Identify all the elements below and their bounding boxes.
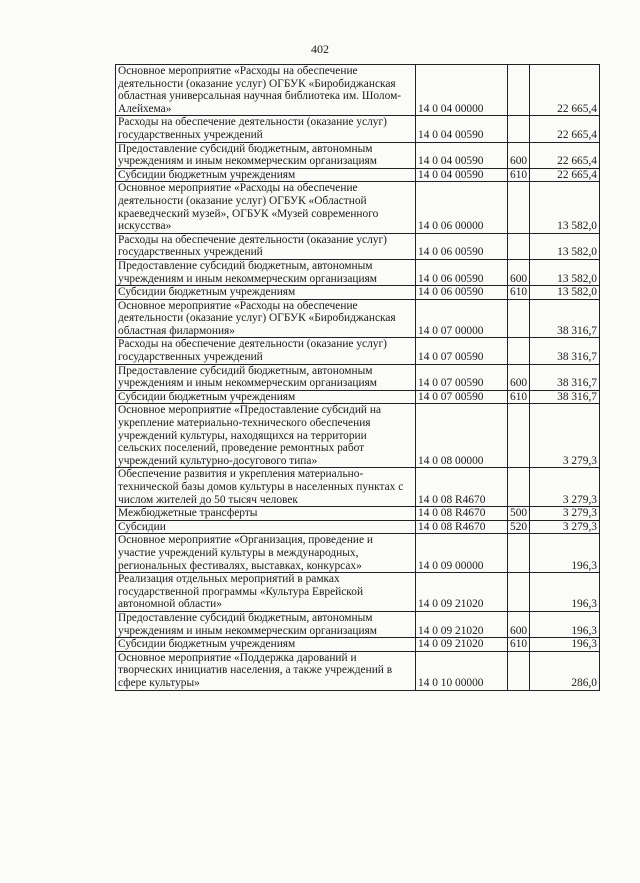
row-expense-type xyxy=(508,468,530,507)
row-code: 14 0 09 21020 xyxy=(416,611,508,637)
row-expense-type: 600 xyxy=(508,364,530,390)
row-sum: 196,3 xyxy=(530,573,600,612)
row-code: 14 0 04 00000 xyxy=(416,65,508,116)
row-expense-type xyxy=(508,651,530,690)
row-name: Основное мероприятие «Предоставление субсидий на укрепление материально-технического обеспечения учреждений культуры, находящихся на территории сельских поселений, проведение ремонтных работ учреждений культурно-досугового типа» xyxy=(116,404,416,468)
row-name: Расходы на обеспечение деятельности (оказание услуг) государственных учреждений xyxy=(116,116,416,142)
row-code: 14 0 08 R4670 xyxy=(416,520,508,534)
row-expense-type: 610 xyxy=(508,168,530,182)
row-expense-type xyxy=(508,573,530,612)
row-name: Расходы на обеспечение деятельности (оказание услуг) государственных учреждений xyxy=(116,233,416,259)
row-sum: 38 316,7 xyxy=(530,299,600,338)
row-expense-type xyxy=(508,116,530,142)
table-row xyxy=(116,364,600,390)
table-row xyxy=(116,638,600,652)
row-code: 14 0 08 R4670 xyxy=(416,507,508,521)
row-code: 14 0 04 00590 xyxy=(416,142,508,168)
row-sum: 196,3 xyxy=(530,611,600,637)
table-row xyxy=(116,573,600,612)
table-row xyxy=(116,182,600,233)
table-row xyxy=(116,507,600,521)
row-sum: 38 316,7 xyxy=(530,364,600,390)
row-name: Предоставление субсидий бюджетным, автономным учреждениям и иным некоммерческим организациям xyxy=(116,611,416,637)
row-name: Основное мероприятие «Расходы на обеспечение деятельности (оказание услуг) ОГБУК «Биробиджанская областная филармония» xyxy=(116,299,416,338)
table-row xyxy=(116,259,600,285)
row-expense-type xyxy=(508,233,530,259)
row-name: Субсидии бюджетным учреждениям xyxy=(116,286,416,300)
row-name: Субсидии бюджетным учреждениям xyxy=(116,390,416,404)
row-name: Основное мероприятие «Расходы на обеспечение деятельности (оказание услуг) ОГБУК «Областной краеведческий музей», ОГБУК «Музей современного искусства» xyxy=(116,182,416,233)
row-code: 14 0 09 00000 xyxy=(416,534,508,573)
row-name: Обеспечение развития и укрепления материально-технической базы домов культуры в населенных пунктах с числом жителей до 50 тысяч человек xyxy=(116,468,416,507)
row-expense-type xyxy=(508,534,530,573)
row-sum: 196,3 xyxy=(530,534,600,573)
page-number: 402 xyxy=(311,42,329,56)
row-expense-type: 600 xyxy=(508,611,530,637)
row-code: 14 0 04 00590 xyxy=(416,168,508,182)
row-expense-type xyxy=(508,299,530,338)
row-sum: 196,3 xyxy=(530,638,600,652)
row-code: 14 0 07 00590 xyxy=(416,390,508,404)
row-name: Предоставление субсидий бюджетным, автономным учреждениям и иным некоммерческим организациям xyxy=(116,142,416,168)
row-expense-type xyxy=(508,404,530,468)
row-sum: 286,0 xyxy=(530,651,600,690)
row-code: 14 0 06 00590 xyxy=(416,286,508,300)
row-name: Субсидии бюджетным учреждениям xyxy=(116,638,416,652)
table-row xyxy=(116,338,600,364)
row-code: 14 0 09 21020 xyxy=(416,573,508,612)
row-expense-type xyxy=(508,65,530,116)
row-name: Межбюджетные трансферты xyxy=(116,507,416,521)
row-sum: 13 582,0 xyxy=(530,259,600,285)
row-name: Субсидии бюджетным учреждениям xyxy=(116,168,416,182)
table-row xyxy=(116,142,600,168)
table-row xyxy=(116,468,600,507)
table-row xyxy=(116,520,600,534)
row-code: 14 0 08 R4670 xyxy=(416,468,508,507)
row-sum: 38 316,7 xyxy=(530,338,600,364)
row-sum: 13 582,0 xyxy=(530,286,600,300)
row-code: 14 0 10 00000 xyxy=(416,651,508,690)
table-row xyxy=(116,233,600,259)
table-row xyxy=(116,390,600,404)
row-code: 14 0 04 00590 xyxy=(416,116,508,142)
table-row xyxy=(116,611,600,637)
row-sum: 22 665,4 xyxy=(530,142,600,168)
table-row xyxy=(116,168,600,182)
row-name: Основное мероприятие «Организация, проведение и участие учреждений культуры в международных, региональных фестивалях, выставках, конкурсах» xyxy=(116,534,416,573)
row-expense-type: 610 xyxy=(508,286,530,300)
budget-table xyxy=(115,64,600,691)
row-name: Основное мероприятие «Поддержка дарований и творческих инициатив населения, а также учреждений в сфере культуры» xyxy=(116,651,416,690)
row-sum: 38 316,7 xyxy=(530,390,600,404)
table-row xyxy=(116,299,600,338)
row-code: 14 0 07 00000 xyxy=(416,299,508,338)
row-sum: 13 582,0 xyxy=(530,182,600,233)
row-name: Предоставление субсидий бюджетным, автономным учреждениям и иным некоммерческим организациям xyxy=(116,259,416,285)
table-row xyxy=(116,116,600,142)
row-code: 14 0 07 00590 xyxy=(416,364,508,390)
table-row xyxy=(116,534,600,573)
row-code: 14 0 06 00590 xyxy=(416,233,508,259)
row-expense-type xyxy=(508,338,530,364)
row-sum: 3 279,3 xyxy=(530,404,600,468)
row-name: Основное мероприятие «Расходы на обеспечение деятельности (оказание услуг) ОГБУК «Биробиджанская областная универсальная научная библиотека им. Шолом-Алейхема» xyxy=(116,65,416,116)
row-expense-type: 610 xyxy=(508,638,530,652)
row-expense-type xyxy=(508,182,530,233)
row-sum: 22 665,4 xyxy=(530,116,600,142)
row-code: 14 0 07 00590 xyxy=(416,338,508,364)
table-row xyxy=(116,65,600,116)
row-expense-type: 500 xyxy=(508,507,530,521)
row-code: 14 0 09 21020 xyxy=(416,638,508,652)
row-name: Реализация отдельных мероприятий в рамках государственной программы «Культура Еврейской автономной области» xyxy=(116,573,416,612)
row-name: Предоставление субсидий бюджетным, автономным учреждениям и иным некоммерческим организациям xyxy=(116,364,416,390)
row-code: 14 0 06 00590 xyxy=(416,259,508,285)
row-code: 14 0 06 00000 xyxy=(416,182,508,233)
table-row xyxy=(116,651,600,690)
row-expense-type: 600 xyxy=(508,259,530,285)
row-expense-type: 610 xyxy=(508,390,530,404)
table-row xyxy=(116,404,600,468)
table-row xyxy=(116,286,600,300)
row-name: Субсидии xyxy=(116,520,416,534)
row-sum: 3 279,3 xyxy=(530,520,600,534)
row-sum: 3 279,3 xyxy=(530,468,600,507)
row-sum: 22 665,4 xyxy=(530,168,600,182)
row-code: 14 0 08 00000 xyxy=(416,404,508,468)
row-sum: 3 279,3 xyxy=(530,507,600,521)
row-name: Расходы на обеспечение деятельности (оказание услуг) государственных учреждений xyxy=(116,338,416,364)
row-sum: 22 665,4 xyxy=(530,65,600,116)
row-sum: 13 582,0 xyxy=(530,233,600,259)
row-expense-type: 520 xyxy=(508,520,530,534)
row-expense-type: 600 xyxy=(508,142,530,168)
